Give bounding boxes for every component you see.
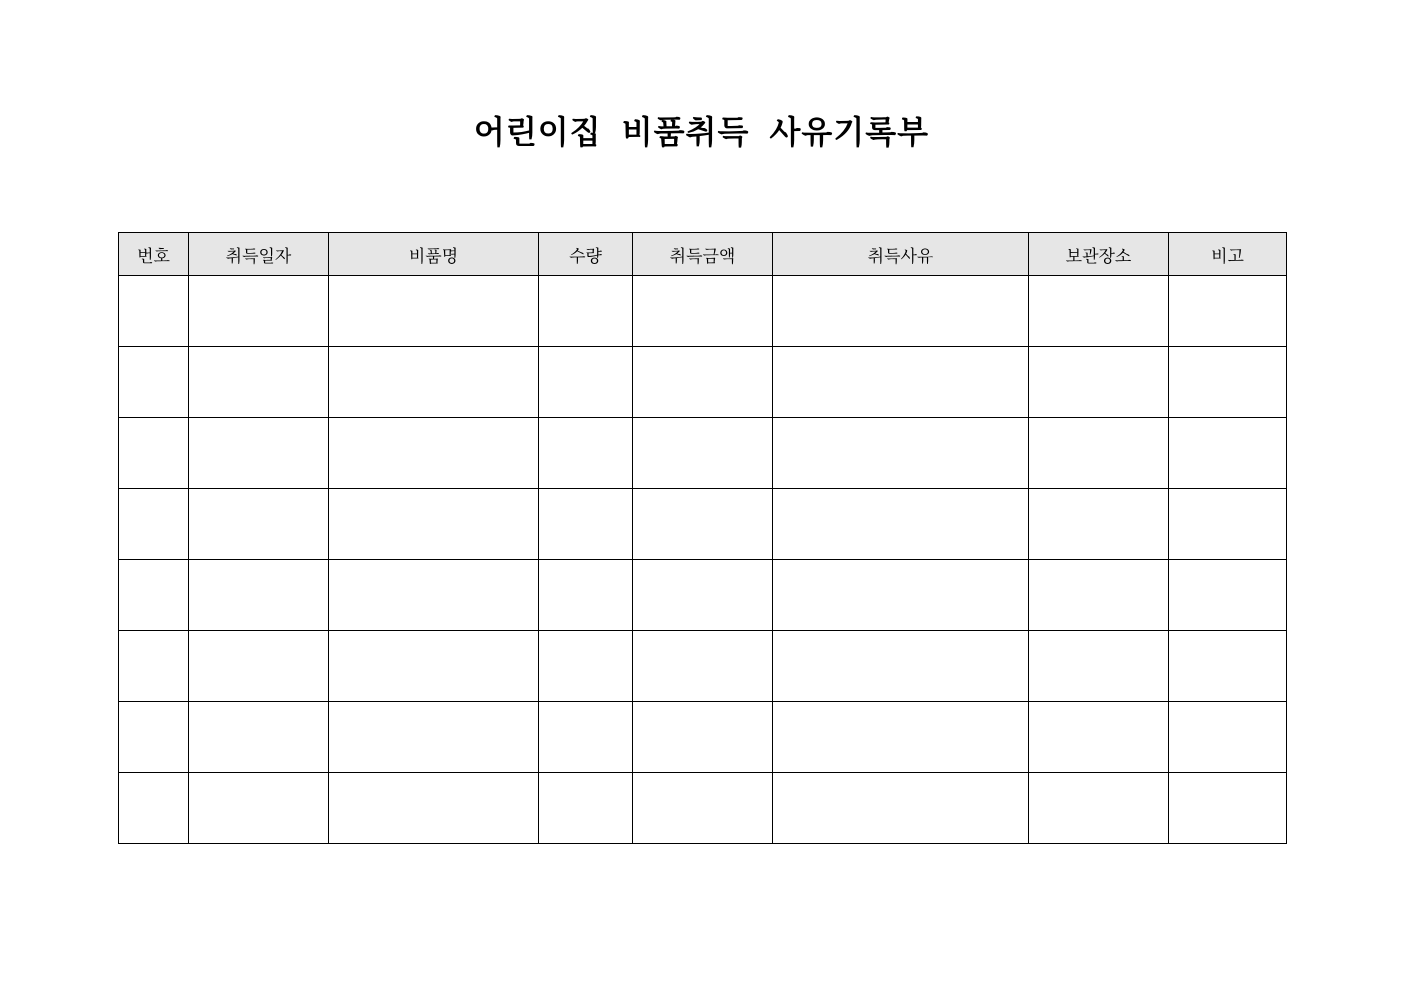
cell-acquisition-amount[interactable] — [633, 276, 773, 347]
cell-acquisition-date[interactable] — [189, 560, 329, 631]
cell-storage-location[interactable] — [1029, 702, 1169, 773]
header-item-name: 비품명 — [329, 233, 539, 276]
cell-number[interactable] — [119, 489, 189, 560]
cell-acquisition-amount[interactable] — [633, 489, 773, 560]
cell-storage-location[interactable] — [1029, 276, 1169, 347]
cell-number[interactable] — [119, 418, 189, 489]
cell-quantity[interactable] — [539, 773, 633, 844]
header-acquisition-date: 취득일자 — [189, 233, 329, 276]
cell-number[interactable] — [119, 702, 189, 773]
cell-acquisition-reason[interactable] — [773, 560, 1029, 631]
cell-acquisition-date[interactable] — [189, 489, 329, 560]
cell-item-name[interactable] — [329, 773, 539, 844]
table-row — [119, 489, 1287, 560]
table-row — [119, 773, 1287, 844]
header-remarks: 비고 — [1169, 233, 1287, 276]
cell-number[interactable] — [119, 560, 189, 631]
table-row — [119, 276, 1287, 347]
cell-acquisition-reason[interactable] — [773, 773, 1029, 844]
cell-quantity[interactable] — [539, 276, 633, 347]
cell-acquisition-reason[interactable] — [773, 702, 1029, 773]
cell-acquisition-reason[interactable] — [773, 347, 1029, 418]
cell-quantity[interactable] — [539, 702, 633, 773]
cell-acquisition-amount[interactable] — [633, 631, 773, 702]
table-row — [119, 631, 1287, 702]
cell-acquisition-date[interactable] — [189, 773, 329, 844]
cell-acquisition-reason[interactable] — [773, 276, 1029, 347]
cell-storage-location[interactable] — [1029, 347, 1169, 418]
header-acquisition-reason: 취득사유 — [773, 233, 1029, 276]
cell-remarks[interactable] — [1169, 276, 1287, 347]
cell-acquisition-amount[interactable] — [633, 560, 773, 631]
cell-acquisition-reason[interactable] — [773, 418, 1029, 489]
cell-acquisition-reason[interactable] — [773, 631, 1029, 702]
header-quantity: 수량 — [539, 233, 633, 276]
cell-item-name[interactable] — [329, 631, 539, 702]
table-row — [119, 418, 1287, 489]
cell-remarks[interactable] — [1169, 702, 1287, 773]
page-title: 어린이집 비품취득 사유기록부 — [473, 113, 930, 151]
cell-item-name[interactable] — [329, 276, 539, 347]
cell-acquisition-date[interactable] — [189, 631, 329, 702]
cell-acquisition-date[interactable] — [189, 347, 329, 418]
cell-storage-location[interactable] — [1029, 489, 1169, 560]
cell-acquisition-amount[interactable] — [633, 773, 773, 844]
cell-storage-location[interactable] — [1029, 418, 1169, 489]
equipment-acquisition-table — [118, 232, 1287, 844]
cell-remarks[interactable] — [1169, 489, 1287, 560]
cell-remarks[interactable] — [1169, 418, 1287, 489]
cell-storage-location[interactable] — [1029, 631, 1169, 702]
cell-item-name[interactable] — [329, 418, 539, 489]
cell-remarks[interactable] — [1169, 631, 1287, 702]
cell-acquisition-amount[interactable] — [633, 347, 773, 418]
cell-acquisition-amount[interactable] — [633, 702, 773, 773]
cell-remarks[interactable] — [1169, 347, 1287, 418]
cell-quantity[interactable] — [539, 631, 633, 702]
cell-number[interactable] — [119, 631, 189, 702]
cell-storage-location[interactable] — [1029, 560, 1169, 631]
cell-acquisition-date[interactable] — [189, 702, 329, 773]
header-acquisition-amount: 취득금액 — [633, 233, 773, 276]
cell-acquisition-date[interactable] — [189, 418, 329, 489]
header-number: 번호 — [119, 233, 189, 276]
cell-item-name[interactable] — [329, 560, 539, 631]
cell-item-name[interactable] — [329, 347, 539, 418]
cell-number[interactable] — [119, 276, 189, 347]
cell-number[interactable] — [119, 347, 189, 418]
table-row — [119, 347, 1287, 418]
cell-item-name[interactable] — [329, 489, 539, 560]
cell-remarks[interactable] — [1169, 773, 1287, 844]
cell-number[interactable] — [119, 773, 189, 844]
table-body — [119, 276, 1287, 844]
table-row — [119, 560, 1287, 631]
cell-remarks[interactable] — [1169, 560, 1287, 631]
cell-quantity[interactable] — [539, 347, 633, 418]
header-storage-location: 보관장소 — [1029, 233, 1169, 276]
cell-quantity[interactable] — [539, 560, 633, 631]
cell-item-name[interactable] — [329, 702, 539, 773]
cell-acquisition-amount[interactable] — [633, 418, 773, 489]
cell-quantity[interactable] — [539, 418, 633, 489]
table-row — [119, 702, 1287, 773]
cell-acquisition-date[interactable] — [189, 276, 329, 347]
cell-quantity[interactable] — [539, 489, 633, 560]
table-header-row — [119, 233, 1287, 276]
cell-acquisition-reason[interactable] — [773, 489, 1029, 560]
cell-storage-location[interactable] — [1029, 773, 1169, 844]
